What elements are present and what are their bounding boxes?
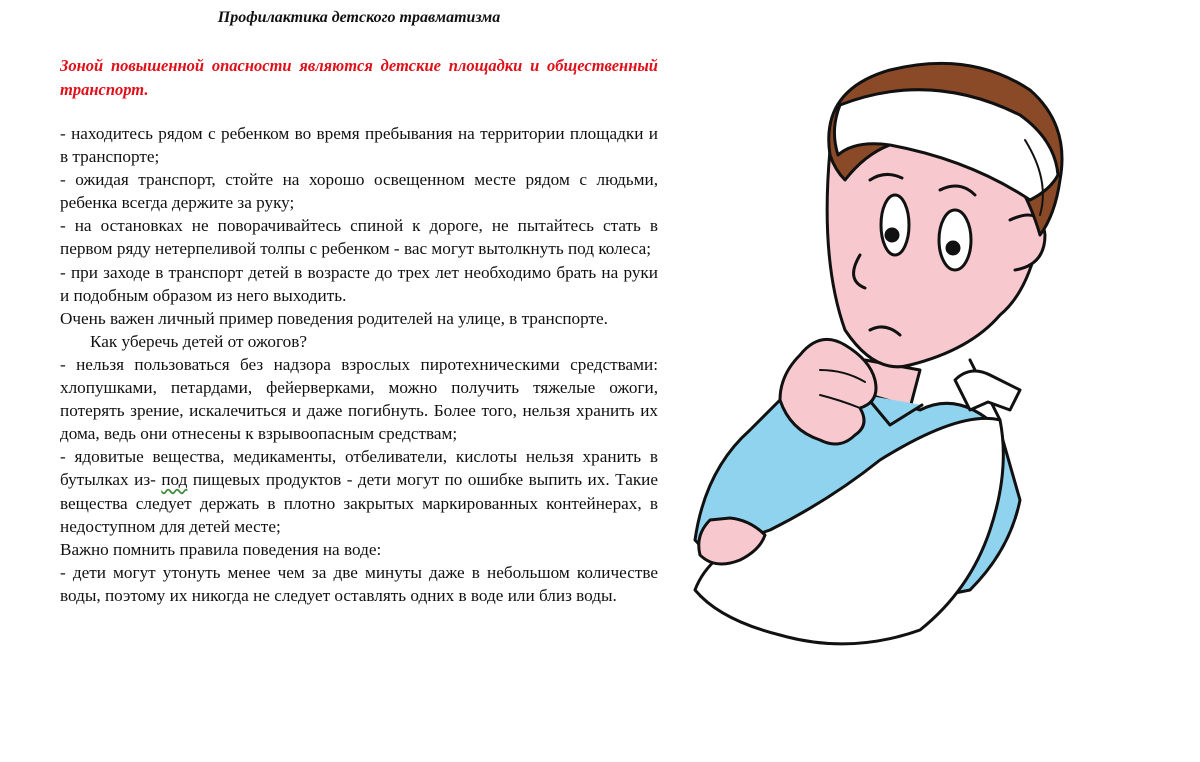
transport-item: - на остановках не поворачивайтесь спиной к дороге, не пытайтесь стать в первом ряду нетерпеливой толпы с ребенком - вас могут вытолкнуть под колеса; — [60, 216, 658, 259]
right-pupil — [947, 242, 959, 254]
water-heading: Важно помнить правила поведения на воде: — [60, 539, 382, 559]
burns-heading: Как уберечь детей от ожогов? — [90, 331, 307, 351]
chemicals-item — [60, 445, 658, 537]
chemicals-text-start: - ядовитые вещества, медикаменты, отбеливатели, кислоты нельзя хранить в бутылках из- — [60, 447, 658, 490]
left-eye — [881, 195, 909, 255]
document-title: Профилактика детского травматизма — [217, 9, 501, 26]
danger-zone-warning: Зоной повышенной опасности являются детские площадки и общественный транспорт. — [60, 56, 658, 99]
transport-item: - находитесь рядом с ребенком во время пребывания на территории площадки и в транспорте; — [60, 124, 658, 167]
document — [60, 8, 658, 607]
document-body — [60, 122, 658, 607]
burns-item: - нельзя пользоваться без надзора взрослых пиротехническими средствами: хлопушками, петардами, фейерверками, можно получить тяжелые ожоги, потерять зрение, искалечиться и даже погибнуть. Более того, нельзя хранить их дома, ведь они отнесены к взрывоопасным средствам; — [60, 354, 658, 444]
spellcheck-marked-word: под — [161, 470, 188, 490]
right-eye — [939, 210, 971, 270]
transport-item: - при заходе в транспорт детей в возрасте до трех лет необходимо брать на руки и подобным образом из него выходить. — [60, 262, 658, 305]
water-item: - дети могут утонуть менее чем за две минуты даже в небольшом количестве воды, поэтому их никогда не следует оставлять одних в воде или близ воды. — [60, 562, 658, 605]
left-pupil — [886, 229, 898, 241]
chemicals-text-end: пищевых продуктов - дети могут по ошибке выпить их. Такие вещества следует держать в плотно закрытых маркированных контейнерах, в недоступном для детей месте; — [60, 470, 659, 536]
injured-boy-illustration — [670, 30, 1190, 670]
parents-example-paragraph: Очень важен личный пример поведения родителей на улице, в транспорте. — [60, 308, 608, 328]
transport-item: - ожидая транспорт, стойте на хорошо освещенном месте рядом с людьми, ребенка всегда держите за руку; — [60, 170, 658, 213]
sling-knot — [955, 371, 1020, 410]
